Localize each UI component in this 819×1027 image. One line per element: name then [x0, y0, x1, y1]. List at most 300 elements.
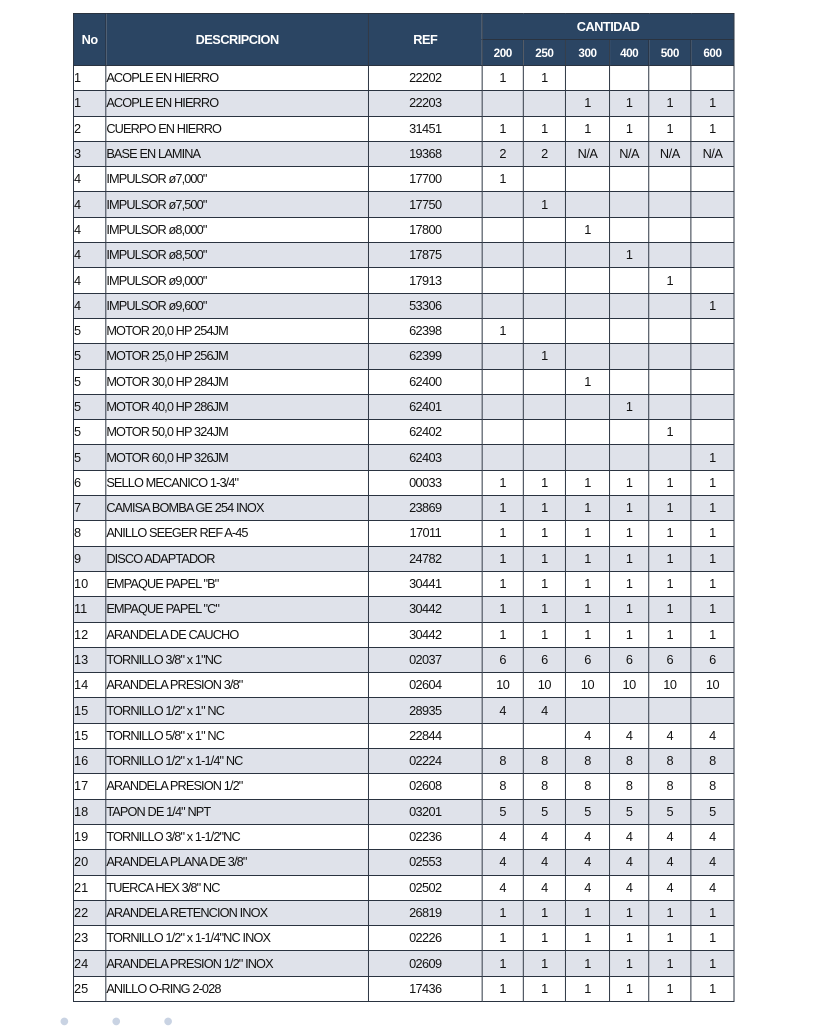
- row-number: 15: [73, 723, 105, 748]
- table-row: [73, 293, 734, 318]
- row-quantity: 4: [565, 850, 609, 875]
- row-quantity: 1: [691, 91, 734, 116]
- row-reference: 02608: [368, 774, 482, 799]
- row-quantity: 4: [691, 824, 734, 849]
- row-quantity: 4: [649, 723, 691, 748]
- row-number: 16: [73, 749, 105, 774]
- row-quantity: 1: [523, 192, 565, 217]
- row-quantity: 1: [482, 571, 523, 596]
- row-number: 5: [73, 344, 105, 369]
- row-quantity: 1: [523, 521, 565, 546]
- row-quantity: 1: [565, 926, 609, 951]
- row-number: 5: [73, 445, 105, 470]
- row-quantity: 1: [482, 597, 523, 622]
- row-number: 4: [73, 268, 105, 293]
- row-quantity: 8: [691, 749, 734, 774]
- row-quantity: 8: [691, 774, 734, 799]
- row-reference: 02224: [368, 749, 482, 774]
- row-reference: 00033: [368, 470, 482, 495]
- table-row: [73, 394, 734, 419]
- row-quantity: 1: [691, 622, 734, 647]
- row-reference: 19368: [368, 141, 482, 166]
- row-reference: 62403: [368, 445, 482, 470]
- table-row: [73, 243, 734, 268]
- row-quantity: [649, 66, 691, 91]
- row-quantity: [610, 344, 649, 369]
- row-number: 4: [73, 293, 105, 318]
- row-quantity: [523, 723, 565, 748]
- header-descripcion: DESCRIPCION: [106, 14, 369, 66]
- row-quantity: 1: [649, 926, 691, 951]
- row-description: CAMISA BOMBA GE 254 INOX: [106, 496, 369, 521]
- row-quantity: 1: [482, 951, 523, 976]
- table-row: [73, 850, 734, 875]
- row-quantity: 8: [565, 774, 609, 799]
- row-reference: 22844: [368, 723, 482, 748]
- row-description: MOTOR 25,0 HP 256JM: [106, 344, 369, 369]
- row-quantity: [649, 217, 691, 242]
- row-quantity: 1: [610, 243, 649, 268]
- row-number: 5: [73, 394, 105, 419]
- row-quantity: 4: [482, 850, 523, 875]
- table-row: [73, 344, 734, 369]
- row-quantity: 8: [610, 774, 649, 799]
- row-quantity: 4: [523, 698, 565, 723]
- row-reference: 02502: [368, 875, 482, 900]
- row-quantity: 1: [482, 318, 523, 343]
- table-row: [73, 521, 734, 546]
- row-quantity: [649, 192, 691, 217]
- row-reference: 53306: [368, 293, 482, 318]
- row-quantity: 1: [565, 369, 609, 394]
- row-description: MOTOR 30,0 HP 284JM: [106, 369, 369, 394]
- row-quantity: [610, 318, 649, 343]
- row-quantity: [482, 192, 523, 217]
- row-quantity: 4: [649, 824, 691, 849]
- table-row: [73, 318, 734, 343]
- row-number: 4: [73, 217, 105, 242]
- table-row: [73, 976, 734, 1001]
- row-number: 15: [73, 698, 105, 723]
- row-quantity: 1: [691, 926, 734, 951]
- footer-decoration: ● ● ●: [60, 1016, 193, 1027]
- row-quantity: 8: [482, 774, 523, 799]
- row-quantity: 1: [649, 420, 691, 445]
- row-description: MOTOR 60,0 HP 326JM: [106, 445, 369, 470]
- row-quantity: [482, 344, 523, 369]
- row-number: 17: [73, 774, 105, 799]
- row-quantity: 4: [565, 824, 609, 849]
- table-row: [73, 420, 734, 445]
- row-quantity: [610, 293, 649, 318]
- row-quantity: 1: [565, 521, 609, 546]
- row-quantity: 1: [649, 116, 691, 141]
- header-size: 250: [523, 40, 565, 66]
- row-description: ARANDELA PRESION 1/2": [106, 774, 369, 799]
- row-quantity: 1: [691, 571, 734, 596]
- row-number: 20: [73, 850, 105, 875]
- table-body: [73, 66, 734, 1002]
- row-quantity: [565, 698, 609, 723]
- row-number: 1: [73, 66, 105, 91]
- row-quantity: 10: [565, 673, 609, 698]
- row-quantity: 8: [610, 749, 649, 774]
- header-size: 400: [610, 40, 649, 66]
- table-row: [73, 749, 734, 774]
- header-size: 600: [691, 40, 734, 66]
- row-quantity: 5: [523, 799, 565, 824]
- header-size: 500: [649, 40, 691, 66]
- row-quantity: 5: [565, 799, 609, 824]
- row-quantity: 10: [523, 673, 565, 698]
- row-quantity: 1: [482, 622, 523, 647]
- row-quantity: 1: [649, 622, 691, 647]
- row-quantity: [565, 318, 609, 343]
- row-reference: 24782: [368, 546, 482, 571]
- row-quantity: [649, 344, 691, 369]
- row-quantity: [565, 192, 609, 217]
- row-quantity: [691, 243, 734, 268]
- row-quantity: [610, 445, 649, 470]
- row-quantity: 1: [610, 597, 649, 622]
- row-quantity: 1: [482, 116, 523, 141]
- row-quantity: 1: [691, 116, 734, 141]
- row-quantity: 4: [691, 875, 734, 900]
- row-number: 6: [73, 470, 105, 495]
- row-quantity: 1: [610, 394, 649, 419]
- row-description: SELLO MECANICO 1-3/4": [106, 470, 369, 495]
- row-quantity: 10: [649, 673, 691, 698]
- row-quantity: [610, 268, 649, 293]
- row-quantity: 1: [649, 496, 691, 521]
- row-quantity: 1: [523, 976, 565, 1001]
- table-header: [73, 14, 734, 66]
- row-description: ACOPLE EN HIERRO: [106, 91, 369, 116]
- row-quantity: 1: [482, 470, 523, 495]
- row-quantity: [610, 217, 649, 242]
- row-quantity: [482, 268, 523, 293]
- row-reference: 03201: [368, 799, 482, 824]
- table-row: [73, 673, 734, 698]
- row-number: 4: [73, 167, 105, 192]
- row-reference: 02236: [368, 824, 482, 849]
- table-row: [73, 91, 734, 116]
- row-quantity: 1: [691, 496, 734, 521]
- table-row: [73, 799, 734, 824]
- row-reference: 28935: [368, 698, 482, 723]
- row-quantity: N/A: [649, 141, 691, 166]
- row-number: 4: [73, 243, 105, 268]
- row-description: ANILLO SEEGER REF A-45: [106, 521, 369, 546]
- row-quantity: 1: [523, 116, 565, 141]
- row-reference: 02609: [368, 951, 482, 976]
- row-quantity: 8: [523, 749, 565, 774]
- row-quantity: [523, 394, 565, 419]
- row-quantity: 4: [565, 875, 609, 900]
- row-quantity: [610, 192, 649, 217]
- row-number: 1: [73, 91, 105, 116]
- row-number: 14: [73, 673, 105, 698]
- row-quantity: [523, 243, 565, 268]
- row-quantity: 6: [610, 647, 649, 672]
- table-row: [73, 116, 734, 141]
- row-reference: 17700: [368, 167, 482, 192]
- row-quantity: [565, 243, 609, 268]
- table-row: [73, 546, 734, 571]
- row-quantity: 1: [649, 521, 691, 546]
- row-quantity: 4: [523, 824, 565, 849]
- row-quantity: 10: [482, 673, 523, 698]
- row-number: 5: [73, 369, 105, 394]
- row-quantity: 6: [649, 647, 691, 672]
- row-quantity: 4: [482, 698, 523, 723]
- row-quantity: [649, 445, 691, 470]
- row-quantity: [691, 167, 734, 192]
- row-quantity: [565, 394, 609, 419]
- row-reference: 31451: [368, 116, 482, 141]
- row-quantity: 1: [565, 470, 609, 495]
- table-row: [73, 951, 734, 976]
- row-quantity: [565, 293, 609, 318]
- table-row: [73, 369, 734, 394]
- row-quantity: [565, 445, 609, 470]
- row-number: 9: [73, 546, 105, 571]
- row-reference: 17436: [368, 976, 482, 1001]
- row-quantity: 5: [691, 799, 734, 824]
- row-quantity: [610, 698, 649, 723]
- row-number: 25: [73, 976, 105, 1001]
- row-quantity: 8: [565, 749, 609, 774]
- row-quantity: 1: [482, 521, 523, 546]
- row-quantity: 1: [691, 470, 734, 495]
- row-quantity: [482, 445, 523, 470]
- row-quantity: 1: [523, 571, 565, 596]
- row-quantity: 1: [691, 597, 734, 622]
- row-quantity: [523, 91, 565, 116]
- row-quantity: [649, 318, 691, 343]
- row-quantity: 1: [610, 926, 649, 951]
- row-quantity: 1: [523, 470, 565, 495]
- row-quantity: 1: [482, 546, 523, 571]
- row-quantity: 5: [649, 799, 691, 824]
- row-reference: 22202: [368, 66, 482, 91]
- row-quantity: 5: [482, 799, 523, 824]
- row-quantity: [649, 167, 691, 192]
- table-row: [73, 470, 734, 495]
- row-reference: 62398: [368, 318, 482, 343]
- row-quantity: 1: [610, 496, 649, 521]
- row-number: 8: [73, 521, 105, 546]
- row-quantity: 1: [691, 546, 734, 571]
- row-quantity: 1: [610, 470, 649, 495]
- row-reference: 02037: [368, 647, 482, 672]
- table-row: [73, 268, 734, 293]
- table-row: [73, 571, 734, 596]
- row-description: ACOPLE EN HIERRO: [106, 66, 369, 91]
- row-quantity: [610, 66, 649, 91]
- row-description: IMPULSOR ø7,500": [106, 192, 369, 217]
- row-number: 10: [73, 571, 105, 596]
- table-row: [73, 445, 734, 470]
- row-quantity: 1: [523, 597, 565, 622]
- row-reference: 23869: [368, 496, 482, 521]
- row-number: 24: [73, 951, 105, 976]
- row-quantity: 1: [523, 926, 565, 951]
- row-quantity: 1: [565, 597, 609, 622]
- row-quantity: [482, 91, 523, 116]
- row-quantity: 1: [565, 116, 609, 141]
- row-quantity: [691, 318, 734, 343]
- row-reference: 62400: [368, 369, 482, 394]
- row-quantity: 1: [610, 546, 649, 571]
- row-description: TORNILLO 1/2" x 1-1/4" NC: [106, 749, 369, 774]
- row-number: 2: [73, 116, 105, 141]
- row-description: EMPAQUE PAPEL "C": [106, 597, 369, 622]
- row-quantity: [649, 394, 691, 419]
- row-number: 11: [73, 597, 105, 622]
- row-quantity: [691, 66, 734, 91]
- table-row: [73, 926, 734, 951]
- row-quantity: 1: [649, 546, 691, 571]
- row-description: IMPULSOR ø8,000": [106, 217, 369, 242]
- row-quantity: 4: [649, 850, 691, 875]
- row-quantity: N/A: [565, 141, 609, 166]
- row-description: MOTOR 20,0 HP 254JM: [106, 318, 369, 343]
- row-quantity: 4: [610, 824, 649, 849]
- row-description: TAPON DE 1/4" NPT: [106, 799, 369, 824]
- row-quantity: 6: [482, 647, 523, 672]
- row-quantity: 1: [482, 900, 523, 925]
- table-row: [73, 824, 734, 849]
- row-quantity: 1: [523, 496, 565, 521]
- row-quantity: 1: [565, 91, 609, 116]
- row-quantity: 1: [691, 521, 734, 546]
- row-quantity: 1: [565, 976, 609, 1001]
- row-reference: 17800: [368, 217, 482, 242]
- row-quantity: 1: [565, 217, 609, 242]
- row-quantity: [610, 420, 649, 445]
- row-quantity: 4: [482, 824, 523, 849]
- row-quantity: 1: [523, 344, 565, 369]
- row-reference: 26819: [368, 900, 482, 925]
- row-quantity: [482, 243, 523, 268]
- row-quantity: 1: [523, 546, 565, 571]
- header-size: 300: [565, 40, 609, 66]
- row-quantity: 1: [523, 900, 565, 925]
- row-quantity: [482, 420, 523, 445]
- row-quantity: 1: [610, 976, 649, 1001]
- table-row: [73, 597, 734, 622]
- row-description: DISCO ADAPTADOR: [106, 546, 369, 571]
- row-description: TORNILLO 1/2" x 1-1/4"NC INOX: [106, 926, 369, 951]
- row-quantity: 4: [565, 723, 609, 748]
- row-quantity: [649, 698, 691, 723]
- row-description: ARANDELA PLANA DE 3/8": [106, 850, 369, 875]
- row-quantity: 1: [565, 900, 609, 925]
- row-quantity: [649, 369, 691, 394]
- row-quantity: 6: [523, 647, 565, 672]
- row-quantity: [610, 167, 649, 192]
- row-quantity: 1: [610, 521, 649, 546]
- row-quantity: [482, 217, 523, 242]
- row-description: EMPAQUE PAPEL "B": [106, 571, 369, 596]
- table-row: [73, 496, 734, 521]
- row-quantity: 1: [610, 900, 649, 925]
- row-quantity: [565, 167, 609, 192]
- row-quantity: 1: [565, 571, 609, 596]
- row-quantity: [482, 369, 523, 394]
- row-number: 22: [73, 900, 105, 925]
- row-quantity: [565, 420, 609, 445]
- header-ref: REF: [368, 14, 482, 66]
- row-description: ARANDELA RETENCION INOX: [106, 900, 369, 925]
- row-quantity: [691, 698, 734, 723]
- row-reference: 17875: [368, 243, 482, 268]
- row-quantity: 4: [649, 875, 691, 900]
- row-description: IMPULSOR ø7,000": [106, 167, 369, 192]
- row-quantity: 1: [649, 951, 691, 976]
- row-quantity: 1: [649, 571, 691, 596]
- row-quantity: 1: [482, 66, 523, 91]
- row-quantity: [691, 344, 734, 369]
- row-quantity: [691, 268, 734, 293]
- row-quantity: [523, 369, 565, 394]
- row-quantity: 1: [649, 976, 691, 1001]
- row-description: TORNILLO 3/8" x 1-1/2"NC: [106, 824, 369, 849]
- row-reference: 02604: [368, 673, 482, 698]
- row-quantity: 10: [610, 673, 649, 698]
- row-quantity: 1: [649, 470, 691, 495]
- row-reference: 17913: [368, 268, 482, 293]
- row-description: IMPULSOR ø9,600": [106, 293, 369, 318]
- row-quantity: [523, 268, 565, 293]
- row-quantity: 8: [482, 749, 523, 774]
- row-quantity: 1: [482, 926, 523, 951]
- row-number: 12: [73, 622, 105, 647]
- row-quantity: [691, 192, 734, 217]
- row-quantity: [565, 344, 609, 369]
- row-number: 19: [73, 824, 105, 849]
- table-row: [73, 141, 734, 166]
- table-row: [73, 622, 734, 647]
- row-reference: 17011: [368, 521, 482, 546]
- row-quantity: 1: [691, 951, 734, 976]
- row-quantity: [610, 369, 649, 394]
- table-row: [73, 167, 734, 192]
- row-number: 13: [73, 647, 105, 672]
- row-quantity: 6: [565, 647, 609, 672]
- row-number: 21: [73, 875, 105, 900]
- table-row: [73, 698, 734, 723]
- row-quantity: [523, 217, 565, 242]
- row-quantity: [523, 318, 565, 343]
- row-quantity: 1: [691, 976, 734, 1001]
- row-quantity: 1: [610, 951, 649, 976]
- header-row: [73, 14, 734, 40]
- row-quantity: 1: [565, 546, 609, 571]
- row-quantity: [482, 394, 523, 419]
- row-quantity: N/A: [610, 141, 649, 166]
- row-quantity: [565, 66, 609, 91]
- row-quantity: 1: [610, 622, 649, 647]
- row-quantity: 1: [482, 496, 523, 521]
- row-quantity: [523, 420, 565, 445]
- table-row: [73, 192, 734, 217]
- row-reference: 30441: [368, 571, 482, 596]
- row-quantity: 1: [523, 951, 565, 976]
- row-reference: 62401: [368, 394, 482, 419]
- row-reference: 30442: [368, 622, 482, 647]
